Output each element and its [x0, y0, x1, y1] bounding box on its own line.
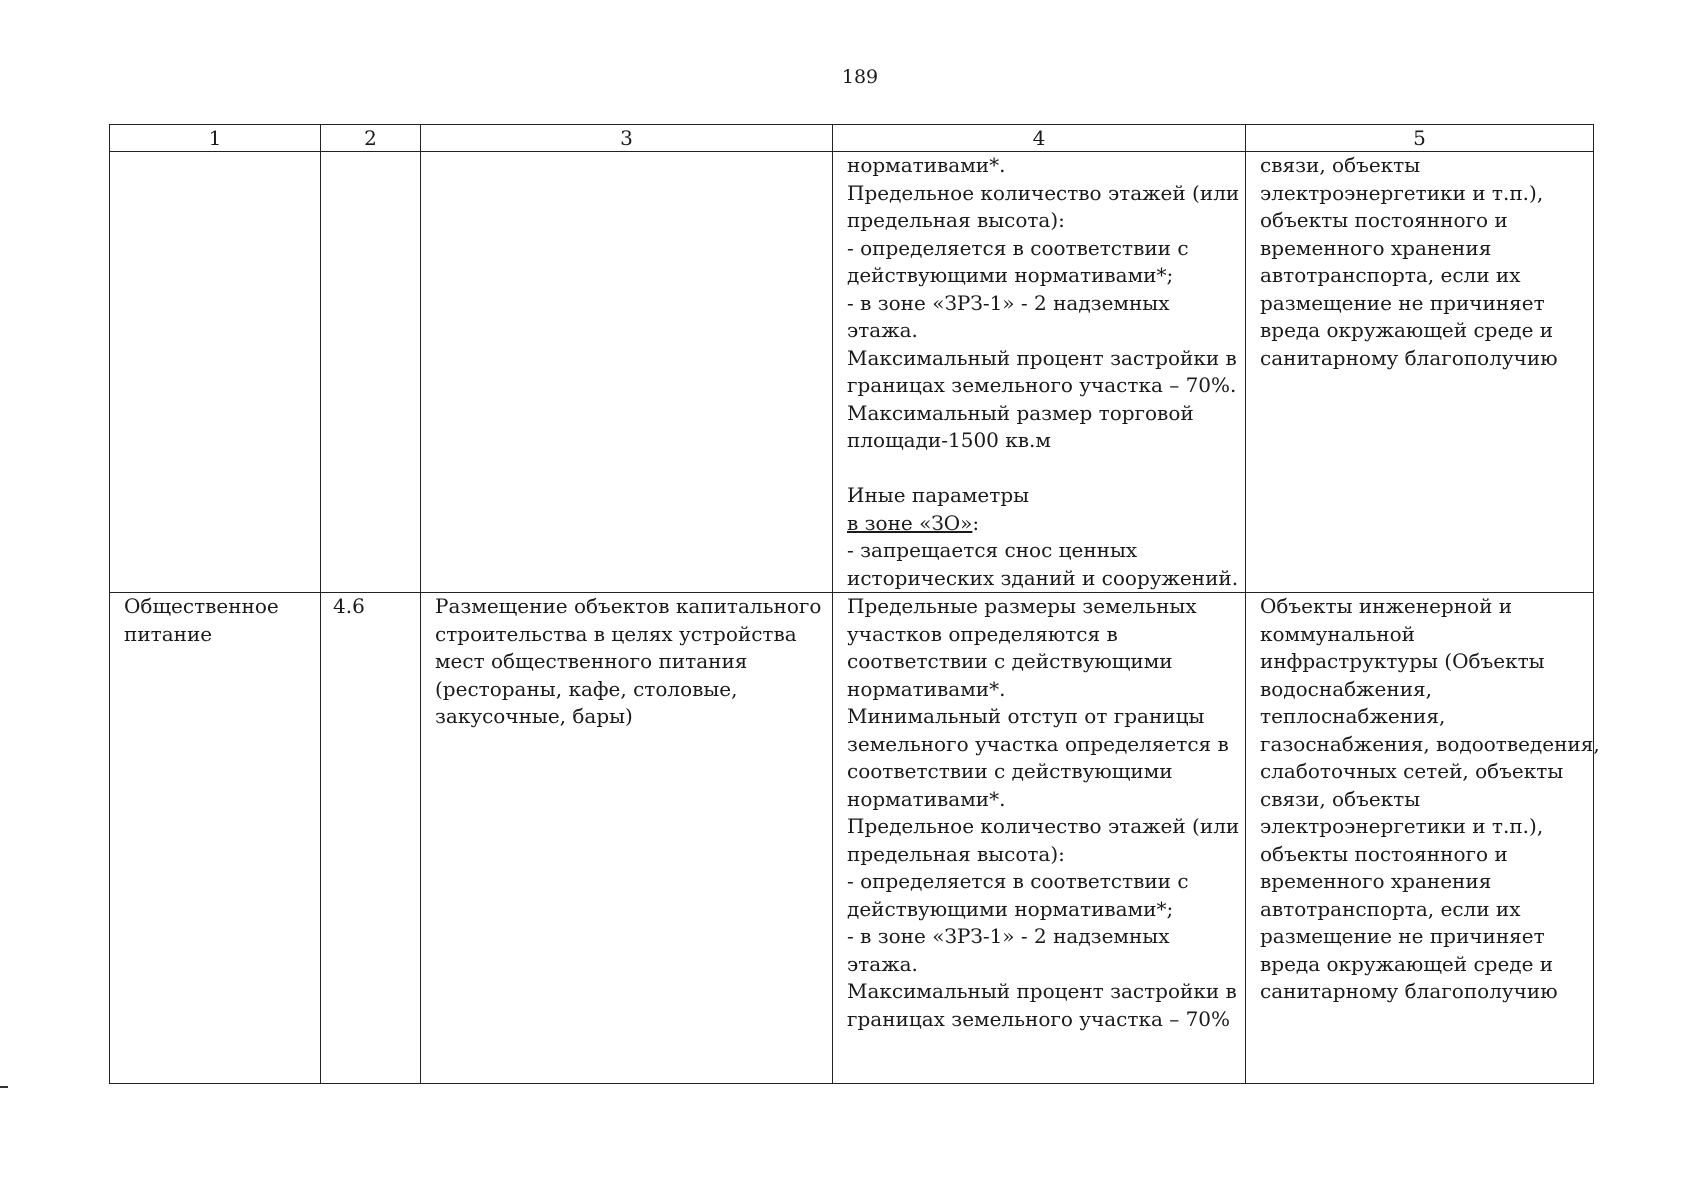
- text-line: закусочные, бары): [435, 704, 633, 728]
- row1-col2: [321, 152, 421, 593]
- row2-col1: [110, 593, 321, 1084]
- text-line: питание: [124, 621, 213, 646]
- text-line: связи, объекты: [1260, 786, 1421, 811]
- text-line: соответствии с действующими: [847, 759, 1173, 783]
- text-line: нормативами*.: [847, 676, 1006, 701]
- text-line: участков определяются в: [847, 621, 1118, 646]
- row1-col1: [110, 152, 321, 593]
- text-line: этажа.: [847, 318, 918, 342]
- page-number: 189: [841, 66, 879, 88]
- text-line: временного хранения: [1260, 869, 1492, 893]
- other-parameters-title: Иные параметры: [847, 483, 1030, 507]
- text-line: вреда окружающей среде и: [1260, 318, 1554, 342]
- text-line: мест общественного питания: [435, 649, 748, 673]
- text-line: Предельные размеры земельных: [847, 594, 1197, 618]
- text-line: размещение не причиняет: [1260, 924, 1545, 948]
- text-line: связи, объекты: [1260, 153, 1421, 177]
- text-line: слаботочных сетей, объекты: [1260, 759, 1564, 783]
- text-line: предельная высота):: [847, 208, 1065, 232]
- text-line: предельная высота):: [847, 841, 1065, 866]
- text-line: - запрещается снос ценных: [847, 538, 1138, 562]
- text-line: объекты постоянного и: [1260, 208, 1508, 232]
- text-line: Максимальный процент застройки в: [847, 979, 1237, 1003]
- text-line: - определяется в соответствии с: [847, 235, 1189, 260]
- use-type-description: [435, 593, 824, 731]
- text-line: санитарному благополучию: [1260, 345, 1558, 370]
- regulations-table: [109, 124, 1600, 1084]
- text-line: инфраструктуры (Объекты: [1260, 649, 1545, 673]
- text-line: газоснабжения, водоотведения,: [1260, 731, 1600, 756]
- row2-col5: [1246, 593, 1600, 1084]
- row2-col5-text: [1260, 593, 1600, 1006]
- text-line: размещение не причиняет: [1260, 290, 1545, 315]
- text-line: Размещение объектов капитального: [435, 594, 822, 618]
- text-line: теплоснабжения,: [1260, 704, 1446, 728]
- text-line: Общественное: [124, 594, 279, 618]
- header-col-4: 4: [833, 125, 1246, 152]
- text-line: водоснабжения,: [1260, 676, 1433, 701]
- row1-col4-other-text: [847, 537, 1237, 592]
- text-line: электроэнергетики и т.п.),: [1260, 180, 1544, 205]
- text-line: действующими нормативами*;: [847, 263, 1174, 287]
- text-line: Минимальный отступ от границы: [847, 704, 1205, 728]
- use-type-name: [124, 593, 312, 648]
- text-line: этажа.: [847, 951, 918, 976]
- zone-zo-colon: :: [972, 510, 980, 535]
- text-line: автотранспорта, если их: [1260, 263, 1521, 287]
- text-line: - в зоне «ЗРЗ-1» - 2 надземных: [847, 290, 1170, 315]
- row1-col5: [1246, 152, 1594, 593]
- header-row: [110, 125, 1594, 152]
- text-line: автотранспорта, если их: [1260, 896, 1521, 921]
- header-col-5: 5: [1246, 125, 1594, 152]
- zone-zo-label: в зоне «ЗО»: [847, 510, 973, 535]
- row2-col4-text: [847, 593, 1240, 1033]
- header-col-2: 2: [321, 125, 421, 152]
- text-line: - определяется в соответствии с: [847, 869, 1189, 893]
- text-line: Объекты инженерной и: [1260, 594, 1513, 618]
- text-line: Предельное количество этажей (или: [847, 180, 1240, 205]
- header-col-1: 1: [110, 125, 321, 152]
- text-line: коммунальной: [1260, 621, 1415, 646]
- use-type-code: 4.6: [333, 594, 365, 618]
- text-line: соответствии с действующими: [847, 649, 1173, 673]
- row2-col2: [321, 593, 421, 1084]
- table-row: [110, 593, 1594, 1084]
- row1-col4-text: [847, 152, 1240, 455]
- text-line: площади-1500 кв.м: [847, 428, 1051, 452]
- row2-col3: [421, 593, 833, 1084]
- text-line: Максимальный процент застройки в: [847, 345, 1237, 370]
- header-col-3: 3: [421, 125, 833, 152]
- text-line: Предельное количество этажей (или: [847, 814, 1240, 838]
- row1-col5-text: [1260, 152, 1585, 372]
- text-line: нормативами*.: [847, 786, 1006, 811]
- text-line: земельного участка определяется в: [847, 731, 1229, 756]
- text-line: санитарному благополучию: [1260, 979, 1558, 1003]
- text-line: действующими нормативами*;: [847, 896, 1174, 921]
- table-row: [110, 152, 1594, 593]
- text-line: - в зоне «ЗРЗ-1» - 2 надземных: [847, 924, 1170, 948]
- text-line: строительства в целях устройства: [435, 621, 797, 646]
- text-line: Максимальный размер торговой: [847, 400, 1194, 425]
- text-line: объекты постоянного и: [1260, 841, 1508, 866]
- text-line: исторических зданий и сооружений.: [847, 565, 1239, 590]
- row1-col4: [833, 152, 1246, 593]
- text-line: нормативами*.: [847, 153, 1006, 177]
- row2-col4: [833, 593, 1246, 1084]
- edge-mark: [0, 1086, 8, 1088]
- text-line: границах земельного участка – 70%.: [847, 373, 1237, 397]
- text-line: временного хранения: [1260, 235, 1492, 260]
- text-line: вреда окружающей среде и: [1260, 951, 1554, 976]
- row1-col3: [421, 152, 833, 593]
- text-line: границах земельного участка – 70%: [847, 1006, 1231, 1031]
- text-line: электроэнергетики и т.п.),: [1260, 814, 1544, 838]
- text-line: (рестораны, кафе, столовые,: [435, 676, 738, 701]
